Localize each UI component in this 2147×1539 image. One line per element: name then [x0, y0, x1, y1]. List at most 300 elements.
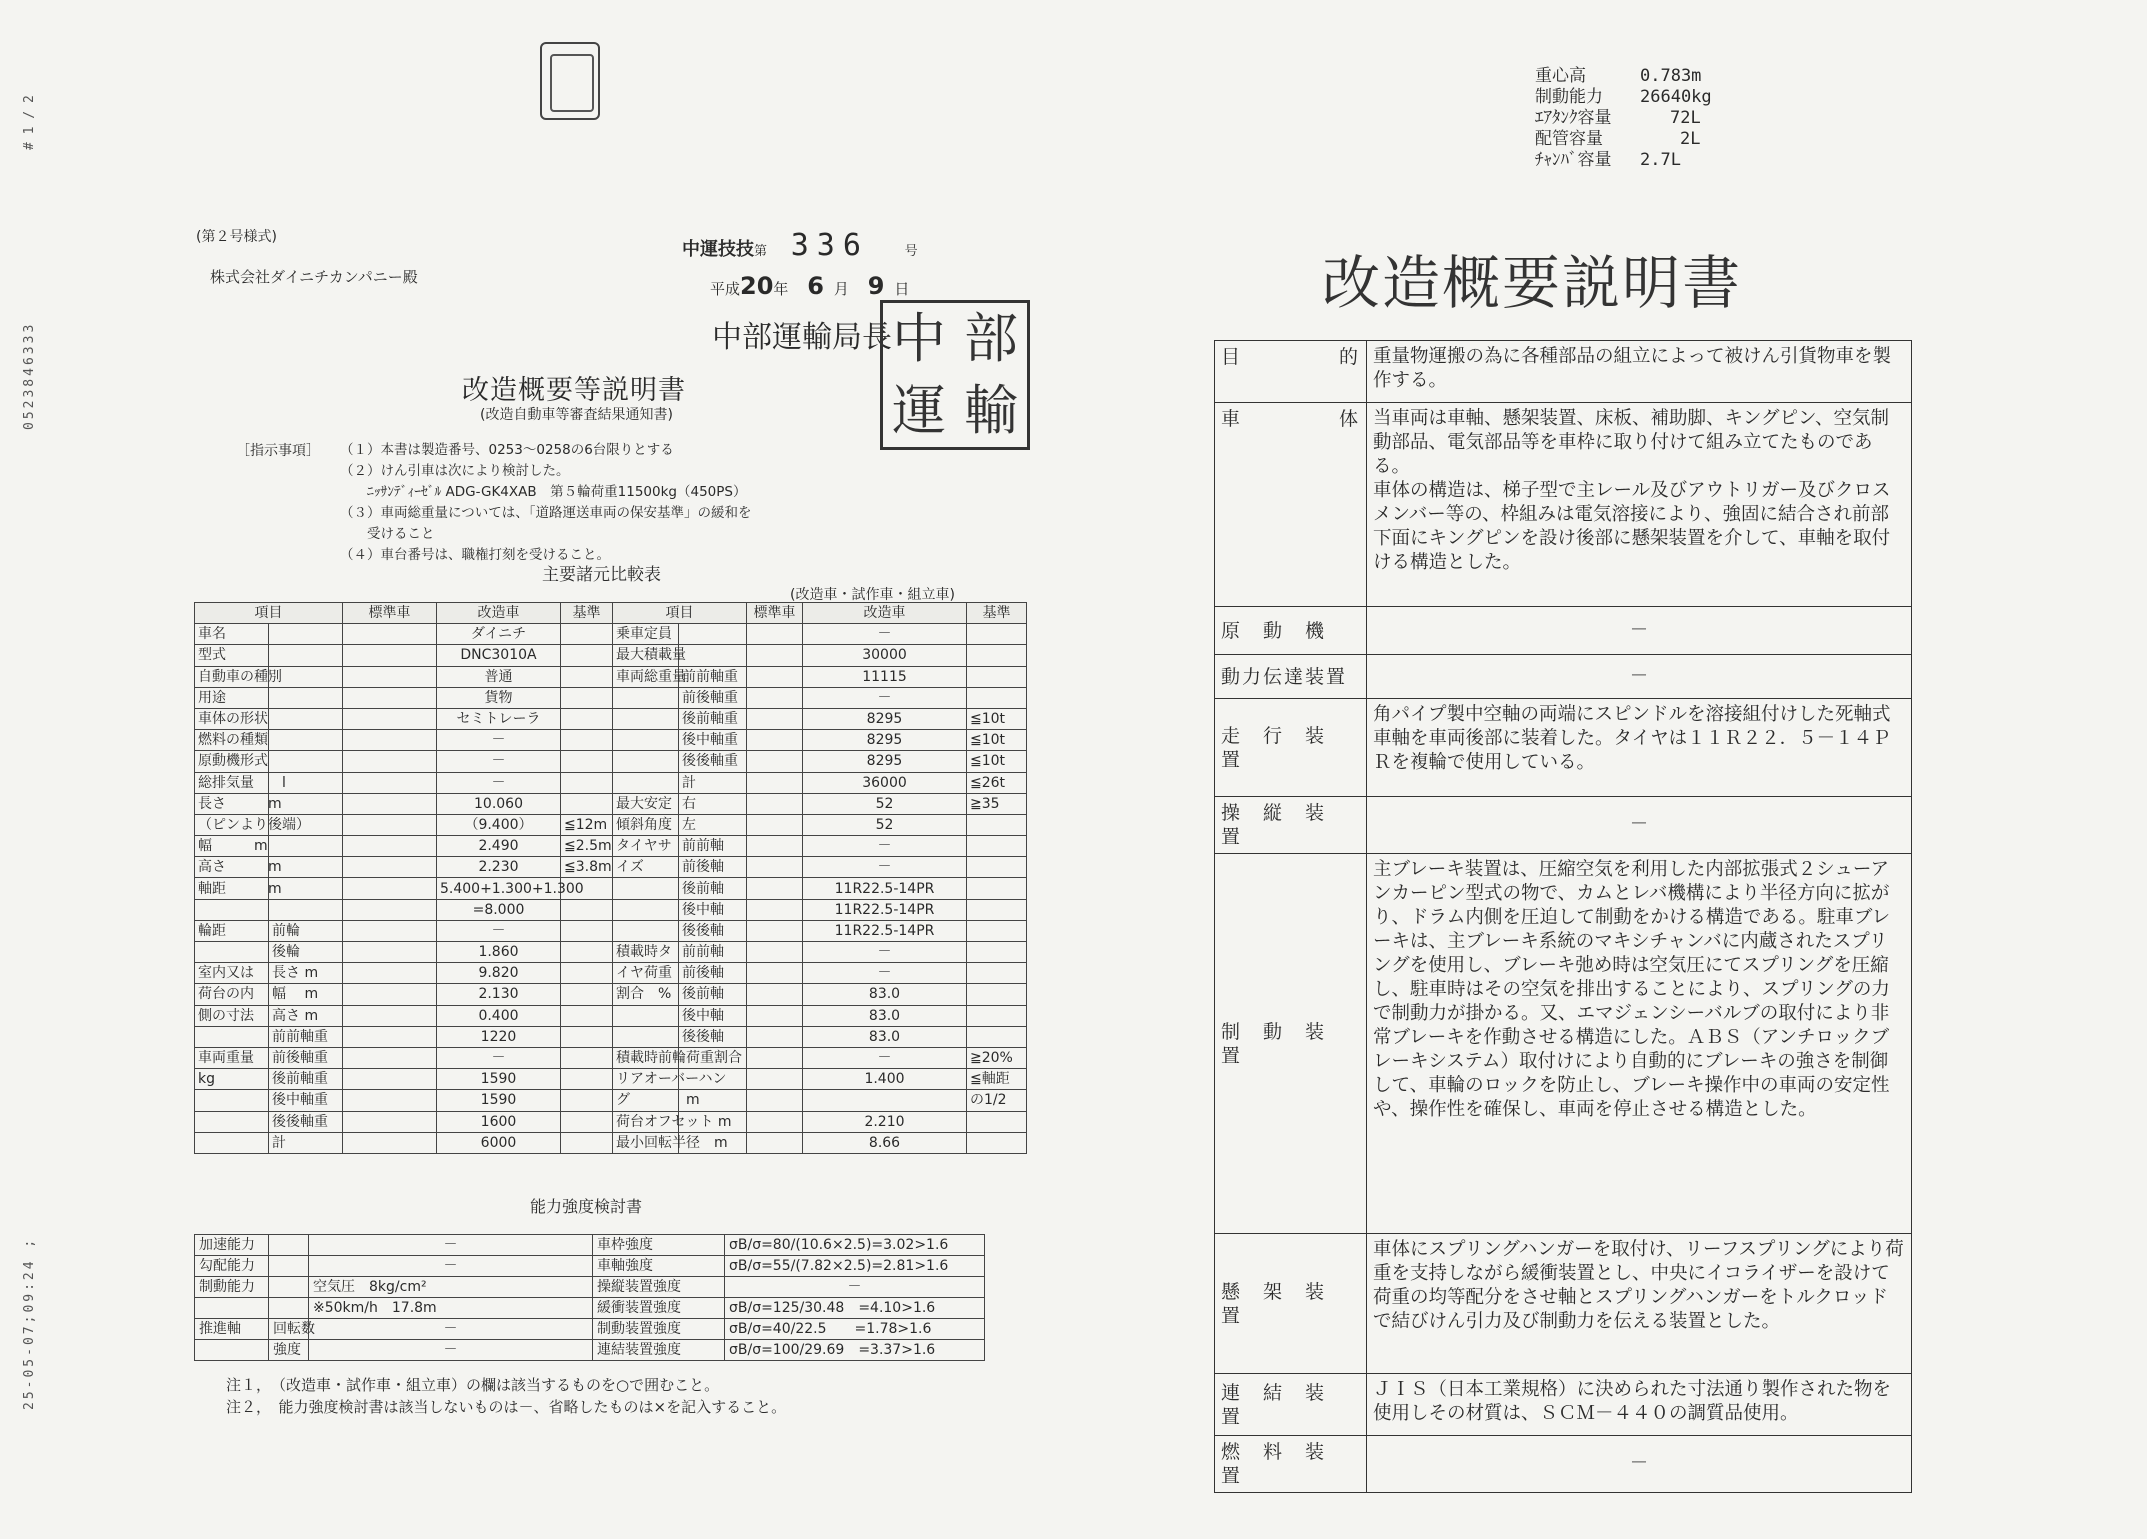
table-cell [747, 857, 803, 878]
summary-row [1215, 1436, 1912, 1493]
table-cell [343, 1132, 437, 1153]
table-cell: 後中軸 [679, 899, 747, 920]
table-cell [747, 1090, 803, 1111]
table-cell: セミトレーラ [437, 708, 561, 729]
table-cell: 11R22.5-14PR [803, 920, 967, 941]
table-cell: 乗車定員 [613, 624, 679, 645]
table-cell: － [437, 751, 561, 772]
table-row [195, 1047, 1027, 1068]
table-cell: グ m [613, 1090, 679, 1111]
summary-row [1215, 655, 1912, 699]
table-row [195, 708, 1027, 729]
summary-row [1215, 797, 1912, 854]
table-cell: 2.130 [437, 984, 561, 1005]
table-cell [561, 1047, 613, 1068]
instructions [340, 440, 751, 566]
table-cell: σB/σ=100/29.69 =3.37>1.6 [725, 1340, 985, 1361]
table-cell: 後輪 [269, 942, 343, 963]
table-cell [343, 1047, 437, 1068]
table-cell [747, 793, 803, 814]
table-cell [269, 1235, 309, 1256]
table-cell: 輪距 [195, 920, 269, 941]
table-cell: － [803, 942, 967, 963]
table-cell: 強度 [269, 1340, 309, 1361]
spec-table-note: (改造車・試作車・組立車) [790, 587, 955, 603]
top-right-specs [1535, 66, 1712, 171]
table-cell [561, 666, 613, 687]
table-cell [747, 751, 803, 772]
table-cell [343, 1090, 437, 1111]
table-cell: 前前軸重 [679, 666, 747, 687]
table-cell [613, 708, 679, 729]
table-cell: ダイニチ [437, 624, 561, 645]
summary-value: ＪＩＳ（日本工業規格）に決められた寸法通り製作された物を使用しその材質は、ＳＣＭ－４４０の調質品使用。 [1367, 1374, 1912, 1436]
table-cell [747, 730, 803, 751]
table-cell [747, 920, 803, 941]
summary-label: 動力伝達装置 [1215, 655, 1367, 699]
table-cell: － [309, 1235, 593, 1256]
table-cell [613, 878, 679, 899]
summary-label [1215, 341, 1367, 403]
left-document-title: 改造概要等説明書 [462, 375, 686, 406]
table-cell: 前後軸 [679, 963, 747, 984]
instruction-line: ﾆｯｻﾝﾃﾞｨｰｾﾞﾙ ADG-GK4XAB 第５輪荷重11500kg（450PS） [340, 484, 747, 500]
table-cell [269, 1298, 309, 1319]
table-cell [613, 687, 679, 708]
header-item: 項目 [613, 603, 747, 624]
table-row [195, 1111, 1027, 1132]
table-cell [343, 666, 437, 687]
table-cell: 幅 m [195, 836, 269, 857]
spec-table-title: 主要諸元比較表 [542, 565, 661, 585]
table-cell [679, 624, 747, 645]
table-row [195, 1319, 985, 1340]
addressee: 株式会社ダイニチカンパニー殿 [210, 268, 418, 286]
left-document-subtitle: (改造自動車等審査結果通知書) [480, 407, 673, 423]
table-cell: － [803, 624, 967, 645]
table-cell [269, 624, 343, 645]
table-cell: 普通 [437, 666, 561, 687]
table-cell: 車名 [195, 624, 269, 645]
table-cell: 後後軸重 [269, 1111, 343, 1132]
table-cell: － [803, 836, 967, 857]
table-cell: 後中軸 [679, 1005, 747, 1026]
table-cell [561, 708, 613, 729]
table-cell: 11R22.5-14PR [803, 899, 967, 920]
table-cell: 前前軸 [679, 942, 747, 963]
table-cell: 前後軸 [679, 857, 747, 878]
table-cell [967, 666, 1027, 687]
table-row [195, 645, 1027, 666]
table-row [195, 920, 1027, 941]
table-cell: 最大積載量 [613, 645, 679, 666]
table-cell: 割合 % [613, 984, 679, 1005]
table-cell [561, 1111, 613, 1132]
table-cell [613, 751, 679, 772]
table-cell [967, 920, 1027, 941]
table-cell: 回転数 [269, 1319, 309, 1340]
header-criteria: 基準 [561, 603, 613, 624]
instruction-line: （１）本書は製造番号、0253～0258の6台限りとする [340, 442, 674, 458]
table-cell: 83.0 [803, 1026, 967, 1047]
table-cell [343, 772, 437, 793]
table-cell: 勾配能力 [195, 1256, 269, 1277]
table-cell [343, 857, 437, 878]
table-cell: － [309, 1256, 593, 1277]
table-cell: 前輪 [269, 920, 343, 941]
table-cell: 操縦装置強度 [593, 1277, 725, 1298]
table-cell: 推進軸 [195, 1319, 269, 1340]
summary-row [1215, 403, 1912, 607]
table-cell [561, 963, 613, 984]
summary-label: 連 結 装 置 [1215, 1374, 1367, 1436]
table-cell: 後前軸 [679, 878, 747, 899]
table-row [195, 1005, 1027, 1026]
table-cell: － [437, 772, 561, 793]
table-row [195, 899, 1027, 920]
summary-label: 燃 料 装 置 [1215, 1436, 1367, 1493]
summary-value: 当車両は車軸、懸架装置、床板、補助脚、キングピン、空気制動部品、電気部品等を車枠に取り付けて組み立てたものである。 車体の構造は、梯子型で主レール及びアウトリガー及びクロスメンバー等の、枠組みは電気溶接により、強固に結合され前部下面にキングピンを設け後部に懸架装置を介して、車軸を取付ける構造とした。 [1367, 403, 1912, 607]
capability-table [194, 1234, 985, 1361]
table-cell: 車両重量 [195, 1047, 269, 1068]
table-cell [269, 708, 343, 729]
table-row [195, 1235, 985, 1256]
summary-value: 車体にスプリングハンガーを取付け、リーフスプリングにより荷重を支持しながら緩衝装置とし、中央にイコライザーを設けて荷重の均等配分をさせ軸とスプリングハンガーをトルクロッドで結びけん引力及び制動力を伝える装置とした。 [1367, 1234, 1912, 1374]
table-cell: 前前軸 [679, 836, 747, 857]
table-cell: 30000 [803, 645, 967, 666]
table-row [195, 1298, 985, 1319]
spec-line: 重心高 0.783m [1535, 66, 1702, 86]
summary-value: 重量物運搬の為に各種部品の組立によって被けん引貨物車を製作する。 [1367, 341, 1912, 403]
table-cell [343, 942, 437, 963]
table-cell: 後前軸重 [269, 1069, 343, 1090]
table-cell: σB/σ=40/22.5 =1.78>1.6 [725, 1319, 985, 1340]
table-cell: 車体の形状 [195, 708, 269, 729]
table-cell [747, 836, 803, 857]
summary-row [1215, 1374, 1912, 1436]
table-cell: 52 [803, 793, 967, 814]
table-cell [967, 814, 1027, 835]
table-cell: 用途 [195, 687, 269, 708]
table-cell: 貨物 [437, 687, 561, 708]
table-cell: （9.400） [437, 814, 561, 835]
table-cell: 10.060 [437, 793, 561, 814]
table-cell: 車軸強度 [593, 1256, 725, 1277]
table-cell: － [309, 1340, 593, 1361]
table-row [195, 1340, 985, 1361]
label-part: 車 [1221, 408, 1243, 430]
table-row [195, 772, 1027, 793]
table-cell [747, 1005, 803, 1026]
table-row [195, 1090, 1027, 1111]
spec-line: ﾁｬﾝﾊﾞ容量 2.7L [1535, 150, 1681, 170]
table-row [195, 878, 1027, 899]
table-row [195, 687, 1027, 708]
table-cell: イズ [613, 857, 679, 878]
table-cell: 制動能力 [195, 1277, 269, 1298]
table-row [195, 751, 1027, 772]
table-cell [343, 1005, 437, 1026]
table-cell [343, 963, 437, 984]
table-cell: － [725, 1277, 985, 1298]
table-cell [561, 793, 613, 814]
table-cell [195, 899, 269, 920]
table-cell [561, 751, 613, 772]
table-cell: ≦2.5m [561, 836, 613, 857]
table-cell [343, 899, 437, 920]
table-cell [561, 899, 613, 920]
table-cell: 36000 [803, 772, 967, 793]
table-cell [613, 1026, 679, 1047]
table-row [195, 1026, 1027, 1047]
table-cell: 5.400+1.300+1.300 [437, 878, 561, 899]
summary-label [1215, 403, 1367, 607]
table-cell [561, 1132, 613, 1153]
table-cell [967, 1005, 1027, 1026]
table-cell: ≦3.8m [561, 857, 613, 878]
instruction-line: （２）けん引車は次により検討した。 [340, 463, 570, 479]
table-cell [747, 1047, 803, 1068]
table-cell: 後中軸重 [679, 730, 747, 751]
table-cell [747, 963, 803, 984]
table-cell: 側の寸法 [195, 1005, 269, 1026]
instruction-line: （４）車台番号は、職権打刻を受けること。 [340, 547, 610, 563]
spec-line: 制動能力 26640kg [1535, 87, 1712, 107]
table-cell: タイヤサ [613, 836, 679, 857]
table-cell: 燃料の種類 [195, 730, 269, 751]
table-row [195, 984, 1027, 1005]
table-cell: 原動機形式 [195, 751, 269, 772]
summary-label: 操 縦 装 置 [1215, 797, 1367, 854]
table-cell: 2.490 [437, 836, 561, 857]
fax-number: 0523846333 [22, 321, 37, 430]
table-cell: 2.210 [803, 1111, 967, 1132]
table-cell: 前前軸重 [269, 1026, 343, 1047]
table-cell: kg [195, 1069, 269, 1090]
table-cell [343, 793, 437, 814]
table-cell [561, 772, 613, 793]
table-cell [561, 942, 613, 963]
table-cell: ※50km/h 17.8m [309, 1298, 593, 1319]
table-cell: σB/σ=55/(7.82×2.5)=2.81>1.6 [725, 1256, 985, 1277]
table-cell: 9.820 [437, 963, 561, 984]
table-cell: ≦10t [967, 708, 1027, 729]
summary-value: 角パイプ製中空軸の両端にスピンドルを溶接組付けした死軸式車軸を車両後部に装着した。タイヤは１１Ｒ２２．５－１４ＰＲを複輪で使用している。 [1367, 699, 1912, 797]
spec-line: 配管容量 2L [1535, 129, 1701, 149]
summary-value: － [1367, 607, 1912, 655]
table-cell [343, 1111, 437, 1132]
table-cell: 計 [269, 1132, 343, 1153]
table-cell: イヤ荷重 [613, 963, 679, 984]
table-row [195, 624, 1027, 645]
table-cell: 8295 [803, 708, 967, 729]
table-cell [343, 984, 437, 1005]
table-cell [343, 878, 437, 899]
table-cell [967, 899, 1027, 920]
table-cell: － [437, 920, 561, 941]
document-number: 中運技技第 336 号 [682, 228, 918, 263]
table-cell: 83.0 [803, 1005, 967, 1026]
table-cell [561, 645, 613, 666]
header-item: 項目 [195, 603, 343, 624]
table-cell [195, 1090, 269, 1111]
table-cell: 計 [679, 772, 747, 793]
table-cell: 軸距 m [195, 878, 269, 899]
table-cell: 前後軸重 [269, 1047, 343, 1068]
summary-value: － [1367, 655, 1912, 699]
header-standard: 標準車 [747, 603, 803, 624]
table-cell: σB/σ=80/(10.6×2.5)=3.02>1.6 [725, 1235, 985, 1256]
table-cell: ≦26t [967, 772, 1027, 793]
table-cell: =8.000 [437, 899, 561, 920]
table-cell [195, 1132, 269, 1153]
header-modified: 改造車 [437, 603, 561, 624]
spec-header-row [195, 603, 1027, 624]
table-cell: 1.400 [803, 1069, 967, 1090]
table-cell [747, 708, 803, 729]
table-cell [343, 920, 437, 941]
table-row [195, 1132, 1027, 1153]
table-cell [967, 836, 1027, 857]
table-cell: ≦10t [967, 730, 1027, 751]
summary-label: 原 動 機 [1215, 607, 1367, 655]
table-cell [967, 1026, 1027, 1047]
footnote: 注１， （改造車・試作車・組立車）の欄は該当するものを○で囲むこと。 [226, 1376, 720, 1394]
table-cell [561, 1005, 613, 1026]
modification-summary-table [1214, 340, 1912, 1493]
table-cell: 高さ m [195, 857, 269, 878]
table-cell: 左 [679, 814, 747, 835]
table-cell: 83.0 [803, 984, 967, 1005]
table-cell: ≦12m [561, 814, 613, 835]
table-cell [679, 645, 747, 666]
table-cell: － [803, 857, 967, 878]
table-cell [747, 878, 803, 899]
table-row [195, 963, 1027, 984]
table-cell: 1590 [437, 1069, 561, 1090]
table-cell [343, 708, 437, 729]
table-cell [343, 624, 437, 645]
instructions-label: ［指示事項］ [236, 443, 320, 459]
table-cell: 加速能力 [195, 1235, 269, 1256]
table-cell: 後中軸重 [269, 1090, 343, 1111]
label-part: 目 [1221, 346, 1243, 368]
header-modified: 改造車 [803, 603, 967, 624]
table-cell: 右 [679, 793, 747, 814]
table-cell: 1.860 [437, 942, 561, 963]
table-cell: 52 [803, 814, 967, 835]
table-cell: 型式 [195, 645, 269, 666]
table-row [195, 1256, 985, 1277]
table-row [195, 857, 1027, 878]
table-cell: 8295 [803, 751, 967, 772]
table-cell [561, 1069, 613, 1090]
table-cell: σB/σ=125/30.48 =4.10>1.6 [725, 1298, 985, 1319]
table-cell [195, 1340, 269, 1361]
table-cell: 最大安定 [613, 793, 679, 814]
table-cell [343, 645, 437, 666]
table-cell [967, 1111, 1027, 1132]
summary-value: 主ブレーキ装置は、圧縮空気を利用した内部拡張式２シューアンカーピン型式の物で、カムとレバ機構により半径方向に拡がり、ドラム内側を圧迫して制動をかける構造である。駐車ブレーキは、主ブレーキ系統のマキシチャンバに内蔵されたスプリングを使用し、ブレーキ弛め時は空気圧にてスプリングを圧縮し、駐車時はその空気を排出することにより、スプリングの力で制動力が掛かる。又、エマジェンシーバルブの取付により非常ブレーキを作動させる構造にした。ＡＢＳ（アンチロックブレーキシステム）取付けにより自動的にブレーキの強さを制御して、車輪のロックを防止し、ブレーキ操作中の車両の安定性や、操作性を確保し、車両を停止させる構造とした。 [1367, 854, 1912, 1234]
table-cell: 連結装置強度 [593, 1340, 725, 1361]
table-cell [561, 687, 613, 708]
footnote: 注２， 能力強度検討書は該当しないものは－、省略したものは×を記入すること。 [226, 1398, 787, 1416]
table-cell: の1/2 [967, 1090, 1027, 1111]
table-cell [613, 772, 679, 793]
table-cell [613, 899, 679, 920]
table-cell [613, 1005, 679, 1026]
table-cell: 1590 [437, 1090, 561, 1111]
table-row [195, 793, 1027, 814]
table-row [195, 666, 1027, 687]
summary-label: 制 動 装 置 [1215, 854, 1367, 1234]
table-cell: 後前軸 [679, 984, 747, 1005]
table-cell [967, 878, 1027, 899]
table-cell [967, 857, 1027, 878]
table-row [195, 1069, 1027, 1090]
header-criteria: 基準 [967, 603, 1027, 624]
table-cell [967, 984, 1027, 1005]
table-cell [343, 814, 437, 835]
table-cell [269, 730, 343, 751]
table-cell [747, 666, 803, 687]
table-row [195, 942, 1027, 963]
table-cell [747, 899, 803, 920]
table-cell [195, 1298, 269, 1319]
table-cell [967, 1132, 1027, 1153]
table-cell [967, 942, 1027, 963]
table-row [195, 836, 1027, 857]
table-cell [747, 772, 803, 793]
table-cell: 車両総重量 [613, 666, 679, 687]
table-cell [269, 687, 343, 708]
table-cell: 荷台の内 [195, 984, 269, 1005]
table-cell: 11R22.5-14PR [803, 878, 967, 899]
table-cell [967, 645, 1027, 666]
received-stamp [540, 42, 600, 120]
fax-page-marker: # 1 / 2 [22, 95, 37, 150]
header-standard: 標準車 [343, 603, 437, 624]
table-cell: － [803, 963, 967, 984]
table-cell: 長さ m [269, 963, 343, 984]
table-cell: 後後軸 [679, 920, 747, 941]
table-cell [343, 687, 437, 708]
summary-row [1215, 699, 1912, 797]
spec-comparison-table [194, 602, 1027, 1154]
table-cell: DNC3010A [437, 645, 561, 666]
table-cell [195, 942, 269, 963]
table-cell [747, 814, 803, 835]
table-cell: 6000 [437, 1132, 561, 1153]
table-cell [269, 645, 343, 666]
table-cell [967, 624, 1027, 645]
right-document-title: 改造概要説明書 [1322, 249, 1743, 317]
official-seal: 中 部 運 輸 [880, 300, 1030, 450]
table-row [195, 730, 1027, 751]
label-part: 体 [1338, 408, 1360, 430]
issue-date: 平成20年 6 月 9 日 [710, 272, 910, 300]
table-cell [803, 1090, 967, 1111]
table-cell [561, 984, 613, 1005]
table-cell [747, 687, 803, 708]
table-cell: 後後軸 [679, 1026, 747, 1047]
table-cell: 11115 [803, 666, 967, 687]
table-cell: － [803, 1047, 967, 1068]
table-cell: 緩衝装置強度 [593, 1298, 725, 1319]
table-cell: 前後軸重 [679, 687, 747, 708]
table-cell: ≧20% [967, 1047, 1027, 1068]
table-row [195, 1277, 985, 1298]
